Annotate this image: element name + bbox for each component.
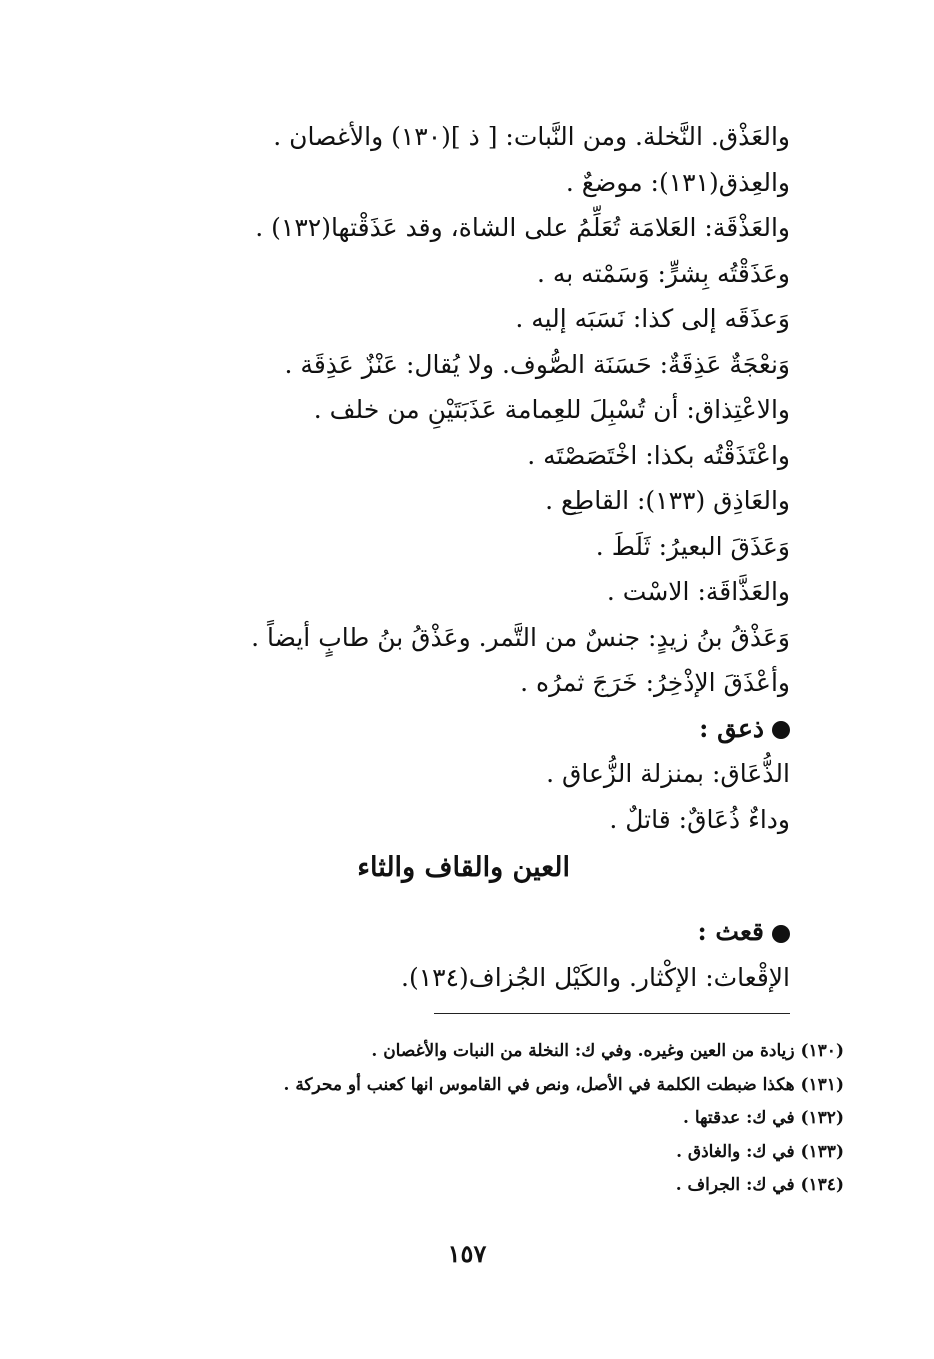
entry-line: والعَاذِق (١٣٣): القاطِع . [545,486,790,515]
entry-line: واعْتَذَقْتُه بكذا: اخْتَصَصْتَه . [527,440,790,470]
root-heading-dhaq [230,706,790,752]
bullet-icon [772,925,790,943]
entry-line: وَعَذْقُ بنُ زيدٍ: جنسٌ من التَّمر. وعَذْقُ بنُ طابٍ أيضاً . [251,622,790,652]
section-heading: العين والقاف والثاء [357,852,570,883]
entry-line: الذُّعَاق: بمنزلة الزُّعاق . [546,759,790,788]
entry-line: وداءٌ ذُعَاقٌ: قاتلٌ . [609,804,790,834]
entry-line: وَعَذَقَ البعيرُ: ثَلَطَ . [595,531,790,561]
footnote: (١٣٠) زيادة من العين وغيره. وفي ك: النخلة من النبات والأغصان . [371,1041,844,1061]
root-label: قعث : [697,917,764,946]
footnote: (١٣٣) في ك: والغاذق . [676,1141,844,1162]
entry-line: والعَذَّاقَة: الاسْت . [606,577,790,606]
entry-line: وأعْذَقَ الإذْخِرُ: خَرَجَ ثمرُه . [520,668,790,697]
dictionary-entries [230,114,790,842]
entry-line: وعَذَقْتُه بِشرٍّ: وَسَمْته به . [536,258,790,288]
page-number: ١٥٧ [447,1239,487,1268]
bullet-icon [772,721,790,739]
entry-line: والعِذق(١٣١): موضعٌ . [565,167,790,197]
dictionary-entries-section [230,909,790,1000]
entry-line: والعَذْقَة: العَلامَة تُعَلِّمُ على الشاة، وقد عَذَقْتها(١٣٢) . [255,213,790,242]
root-heading-qaath [230,909,790,955]
entry-line: والاعْتِذاق: أن تُسْبِلَ للعِمامة عَذَبَتَيْنِ من خلف . [313,395,790,424]
footnote: (١٣١) هكذا ضبطت الكلمة في الأصل، ونص في القاموس انها كعنب أو محركة . [283,1074,844,1095]
root-label: ذعق : [699,713,764,743]
entry-line: وَنعْجَةٌ عَذِقَةٌ: حَسَنَة الصُّوف. ولا يُقال: عَنْزٌ عَذِقَة . [284,349,790,379]
entry-line: وَعذَقَه إلى كذا: نَسَبَه إليه . [515,304,790,333]
footnote-divider [434,1013,790,1014]
entry-line: الإقْعاث: الإكْثار. والكَيْل الجُزاف(١٣٤). [401,962,790,992]
footnotes [124,1035,844,1203]
entry-line: والعَذْق. النَّخلة. ومن النَّبات: [ ذ ](١٣٠) والأغصان . [273,122,790,151]
footnote: (١٣٢) في ك: عدقتها . [682,1108,844,1128]
footnote: (١٣٤) في ك: الجراف . [675,1175,844,1195]
